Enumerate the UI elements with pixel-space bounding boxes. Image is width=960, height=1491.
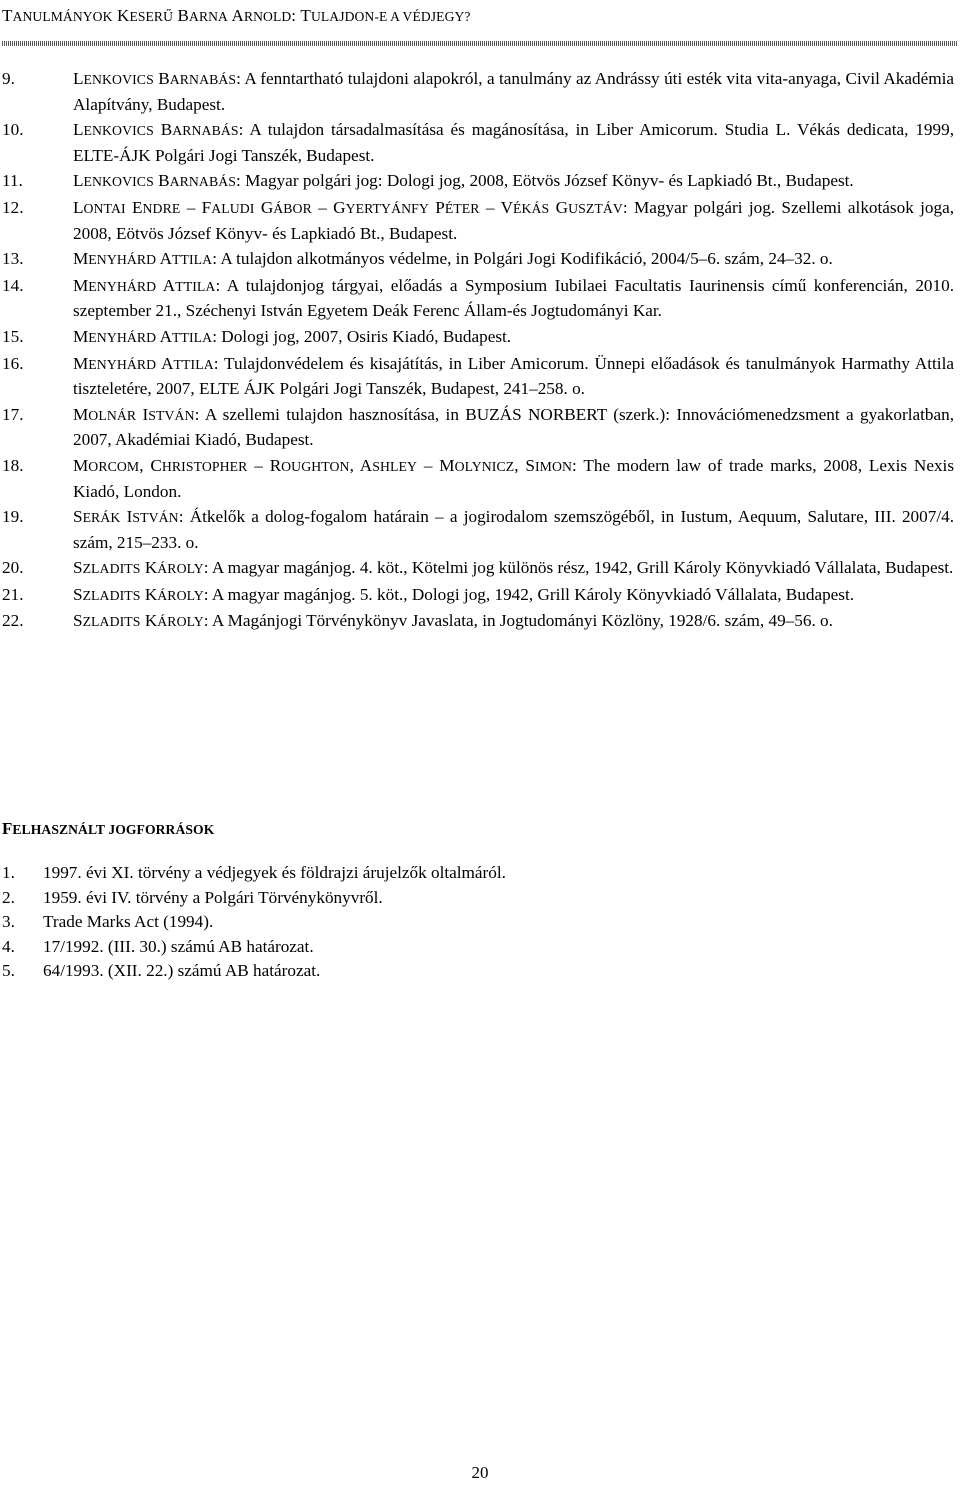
reference-number: 13.	[2, 249, 24, 269]
reference-number: 11.	[2, 171, 23, 191]
header-divider	[2, 41, 958, 46]
reference-author: SERÁK ISTVÁN	[73, 507, 179, 527]
reference-text: : A szellemi tulajdon hasznosítása, in BUZÁS NORBERT (szerk.): Innovációmenedzsment a gyakorlatban, 2007, Akadémiai Kiadó, Budapest.	[73, 404, 954, 450]
reference-number: 12.	[2, 197, 24, 217]
reference-author: MENYHÁRD ATTILA	[73, 326, 213, 346]
reference-author: MENYHÁRD ATTILA	[73, 249, 213, 269]
reference-author: MENYHÁRD ATTILA	[73, 275, 216, 295]
reference-text: : Tulajdonvédelem és kisajátítás, in Liber Amicorum. Ünnepi előadások és tanulmányok Harmathy Attila tiszteletére, 2007, ELTE ÁJK Polgári Jogi Tanszék, Budapest, 241–258. o.	[73, 353, 954, 399]
reference-author: SZLADITS KÁROLY	[73, 611, 204, 631]
reference-item	[0, 196, 954, 246]
reference-item	[0, 67, 954, 117]
reference-number: 10.	[2, 120, 24, 140]
reference-text: : A magyar magánjog. 5. köt., Dologi jog, 1942, Grill Károly Könyvkiadó Vállalata, Budapest.	[203, 584, 855, 604]
reference-author: MENYHÁRD ATTILA	[73, 353, 214, 373]
law-number: 1.	[2, 863, 15, 882]
law-item	[0, 861, 954, 886]
reference-item	[0, 583, 954, 609]
reference-number: 15.	[2, 326, 24, 346]
law-item	[0, 910, 954, 935]
reference-number: 22.	[2, 611, 24, 631]
reference-number: 9.	[2, 69, 15, 88]
reference-item	[0, 169, 954, 195]
reference-text: : A tulajdon társadalmasítása és magánosítása, in Liber Amicorum. Studia L. Vékás dedicata, 1999, ELTE-ÁJK Polgári Jogi Tanszék, Budapest.	[73, 120, 955, 165]
reference-author: SZLADITS KÁROLY	[73, 584, 204, 604]
law-text: 1959. évi IV. törvény a Polgári Törvénykönyvről.	[43, 887, 383, 907]
reference-text: : A tulajdon alkotmányos védelme, in Polgári Jogi Kodifikáció, 2004/5–6. szám, 24–32. o.	[212, 249, 833, 269]
reference-item	[0, 505, 954, 555]
reference-number: 14.	[2, 275, 24, 295]
reference-text: : Magyar polgári jog: Dologi jog, 2008, Eötvös József Könyv- és Lapkiadó Bt., Budapest.	[236, 171, 854, 191]
reference-number: 21.	[2, 584, 24, 604]
law-text: Trade Marks Act (1994).	[43, 912, 214, 932]
law-item	[0, 935, 954, 960]
reference-number: 19.	[2, 507, 24, 527]
law-text: 1997. évi XI. törvény a védjegyek és földrajzi árujelzők oltalmáról.	[43, 863, 506, 882]
law-list	[0, 861, 954, 984]
reference-text: : Dologi jog, 2007, Osiris Kiadó, Budapest.	[212, 326, 512, 346]
law-item	[0, 959, 954, 984]
law-number: 5.	[2, 961, 15, 981]
law-number: 4.	[2, 936, 15, 956]
reference-number: 17.	[2, 404, 24, 424]
reference-author: MOLNÁR ISTVÁN	[73, 404, 195, 424]
section-title: FELHASZNÁLT JOGFORRÁSOK	[2, 819, 215, 838]
reference-number: 16.	[2, 353, 24, 373]
reference-text: : A Magánjogi Törvénykönyv Javaslata, in Jogtudományi Közlöny, 1928/6. szám, 49–56. o.	[203, 611, 833, 631]
reference-text: : The modern law of trade marks, 2008, Lexis Nexis Kiadó, London.	[73, 455, 955, 501]
reference-item	[0, 352, 954, 402]
reference-author: LENKOVICS BARNABÁS	[73, 171, 237, 191]
reference-number: 20.	[2, 558, 24, 578]
reference-item	[0, 118, 954, 168]
law-number: 2.	[2, 887, 15, 907]
reference-text: : Átkelők a dolog-fogalom határain – a jogirodalom szemszögéből, in Iustum, Aequum, Salutare, III. 2007/4. szám, 215–233. o.	[73, 507, 954, 552]
reference-item	[0, 325, 954, 351]
law-item	[0, 886, 954, 911]
law-number: 3.	[2, 912, 15, 932]
running-header: TANULMÁNYOK KESERŰ BARNA ARNOLD: TULAJDON-E A VÉDJEGY?	[2, 6, 471, 25]
reference-author: SZLADITS KÁROLY	[73, 558, 204, 578]
page-number: 20	[471, 1463, 489, 1482]
reference-author: LONTAI ENDRE – FALUDI GÁBOR – GYERTYÁNFY PÉTER – VÉKÁS GUSZTÁV	[73, 197, 623, 217]
reference-author: LENKOVICS BARNABÁS	[73, 120, 239, 140]
reference-item	[0, 247, 954, 273]
reference-text: : A fenntartható tulajdoni alapokról, a tanulmány az Andrássy úti esték vita vita-anyaga, Civil Akadémia Alapítvány, Budapest.	[73, 69, 954, 114]
reference-item	[0, 274, 954, 324]
reference-text: : A tulajdonjog tárgyai, előadás a Symposium Iubilaei Facultatis Iaurinensis című konferencián, 2010. szeptember 21., Széchenyi István Egyetem Deák Ferenc Állam-és Jogtudományi Kar.	[73, 275, 954, 321]
law-text: 17/1992. (III. 30.) számú AB határozat.	[43, 936, 314, 956]
reference-item	[0, 403, 954, 453]
law-text: 64/1993. (XII. 22.) számú AB határozat.	[43, 961, 321, 981]
reference-text: : Magyar polgári jog. Szellemi alkotások joga, 2008, Eötvös József Könyv- és Lapkiadó Bt., Budapest.	[73, 197, 955, 243]
reference-list	[0, 67, 954, 636]
reference-number: 18.	[2, 455, 24, 475]
reference-item	[0, 609, 954, 635]
reference-text: : A magyar magánjog. 4. köt., Kötelmi jog különös rész, 1942, Grill Károly Könyvkiadó Vállalata, Budapest.	[203, 558, 954, 578]
reference-author: LENKOVICS BARNABÁS	[73, 69, 237, 88]
reference-author: MORCOM, CHRISTOPHER – ROUGHTON, ASHLEY – MOLYNICZ, SIMON	[73, 455, 573, 475]
reference-item	[0, 556, 954, 582]
reference-item	[0, 454, 954, 504]
